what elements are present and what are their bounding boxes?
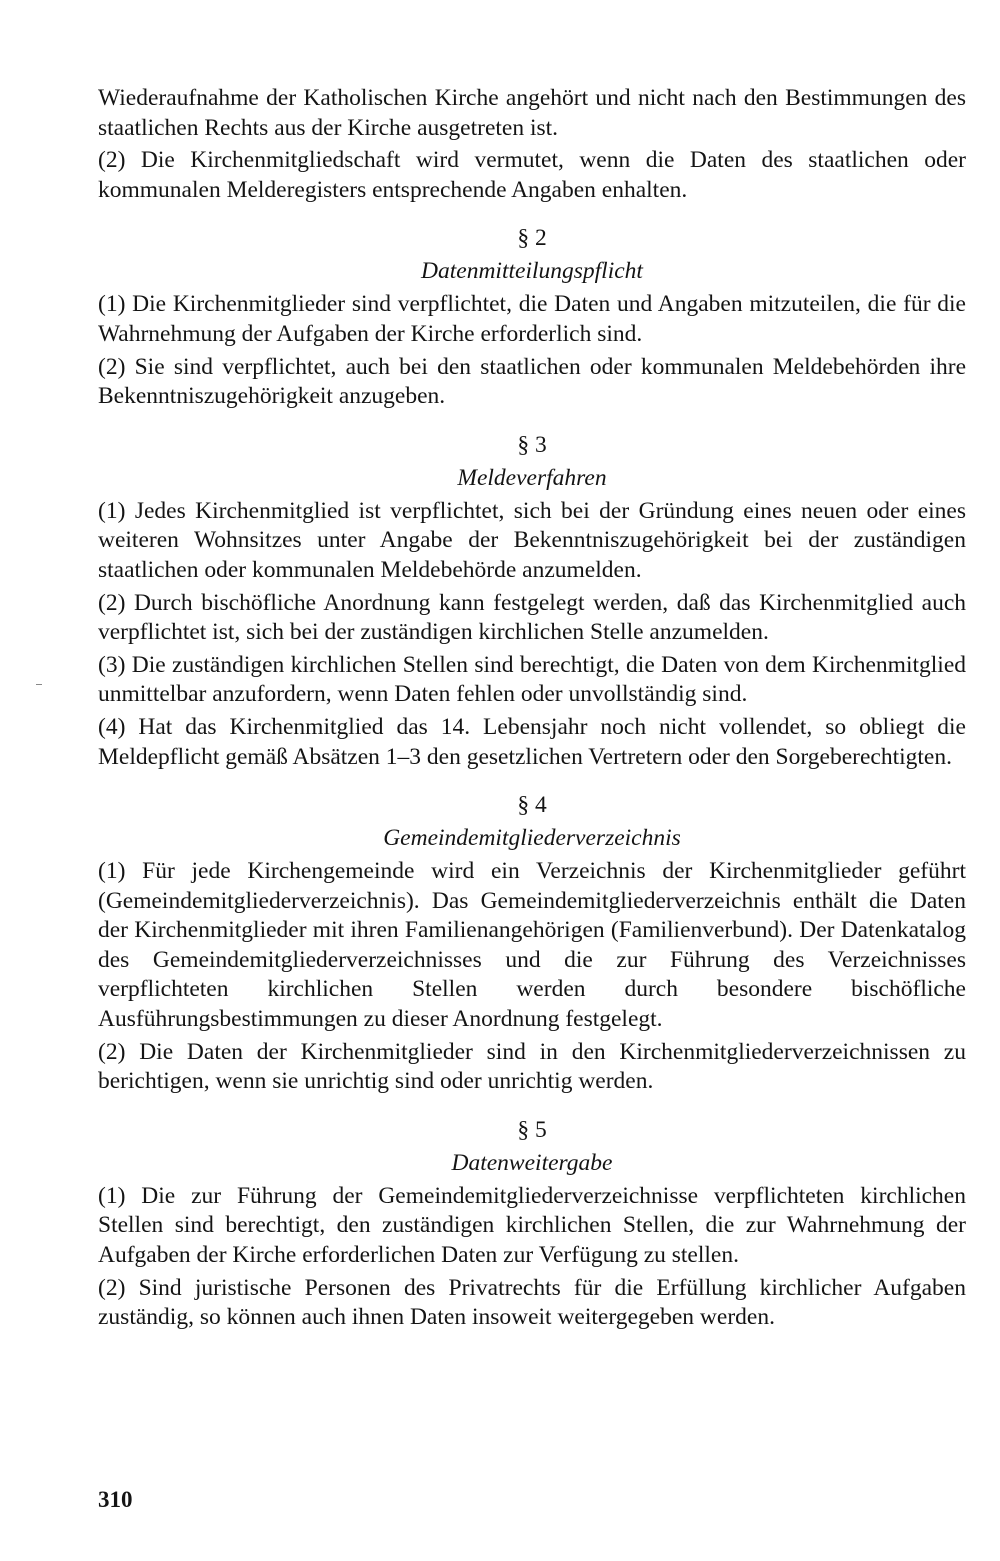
section-paragraph: (2) Sind juristische Personen des Privatrechts für die Erfüllung kirchlicher Aufgaben zuständig, so können auch ihnen Daten insoweit weitergegeben werden. bbox=[98, 1274, 966, 1331]
section-number: § 5 bbox=[517, 1116, 547, 1143]
intro-paragraph-1: Wiederaufnahme der Katholischen Kirche angehört und nicht nach den Bestimmungen des staatlichen Rechts aus der Kirche ausgetreten ist. bbox=[98, 85, 966, 141]
section-paragraph: (3) Die zuständigen kirchlichen Stellen sind berechtigt, die Daten von dem Kirchenmitglied unmittelbar anzufordern, wenn Daten fehlen oder unvollständig sind. bbox=[98, 651, 966, 708]
section-paragraph: (1) Die Kirchenmitglieder sind verpflichtet, die Daten und Angaben mitzuteilen, die für die Wahrnehmung der Aufgaben der Kirche erforderlich sind. bbox=[98, 291, 966, 347]
section-paragraph: (1) Für jede Kirchengemeinde wird ein Verzeichnis der Kirchenmitglieder geführt (Gemeindemitgliederverzeichnis). Das Gemeindemitgliederverzeichnis enthält die Daten der Kirchenmitglieder mit ihren Familienangehörigen (Familienverbund). Der Datenkatalog des Gemeindemitgliederverzeichnisses und die zur Führung des Verzeichnisses verpflichteten kirchlichen Stellen werden durch besondere bischöfliche Ausführungsbestimmungen zu dieser Anordnung festgelegt. bbox=[98, 858, 966, 1033]
section-5 bbox=[98, 1115, 966, 1333]
section-paragraph: (1) Jedes Kirchenmitglied ist verpflichtet, sich bei der Gründung eines neuen oder eines weiteren Wohnsitzes unter Angabe der Bekenntniszugehörigkeit bei der zuständigen staatlichen oder kommunalen Meldebehörde anzumelden. bbox=[98, 497, 966, 583]
section-3 bbox=[98, 430, 966, 772]
section-title: Datenweitergabe bbox=[451, 1149, 613, 1176]
section-paragraph: (4) Hat das Kirchenmitglied das 14. Lebensjahr noch nicht vollendet, so obliegt die Meldepflicht gemäß Absätzen 1–3 den gesetzlichen Vertretern oder den Sorgeberechtigten. bbox=[98, 713, 966, 770]
section-number: § 2 bbox=[517, 225, 547, 252]
margin-mark bbox=[36, 684, 42, 685]
section-title: Gemeindemitgliederverzeichnis bbox=[383, 825, 681, 852]
document-page bbox=[98, 84, 966, 1336]
section-paragraph: (2) Die Daten der Kirchenmitglieder sind in den Kirchenmitgliederverzeichnissen zu berichtigen, wenn sie unrichtig sind oder unrichtig werden. bbox=[98, 1038, 966, 1095]
intro-block bbox=[98, 84, 966, 205]
section-number: § 3 bbox=[517, 431, 547, 458]
section-title: Datenmitteilungspflicht bbox=[421, 258, 643, 285]
section-paragraph: (2) Durch bischöfliche Anordnung kann festgelegt werden, daß das Kirchenmitglied auch verpflichtet ist, sich bei der zuständigen kirchlichen Stelle anzumelden. bbox=[98, 589, 966, 646]
section-title: Meldeverfahren bbox=[457, 464, 607, 491]
section-paragraph: (1) Die zur Führung der Gemeindemitgliederverzeichnisse verpflichteten kirchlichen Stellen sind berechtigt, den zuständigen kirchlichen Stellen, die zur Wahrnehmung der Aufgaben der Kirche erforderlichen Daten zur Verfügung zu stellen. bbox=[98, 1182, 966, 1269]
section-number: § 4 bbox=[517, 792, 547, 819]
section-2 bbox=[98, 223, 966, 411]
intro-paragraph-2: (2) Die Kirchenmitgliedschaft wird vermutet, wenn die Daten des staatlichen oder kommunalen Melderegisters entsprechende Angaben enhalten. bbox=[98, 147, 966, 203]
section-4 bbox=[98, 790, 966, 1097]
section-paragraph: (2) Sie sind verpflichtet, auch bei den staatlichen oder kommunalen Meldebehörden ihre Bekenntniszugehörigkeit anzugeben. bbox=[98, 353, 966, 410]
page-number: 310 bbox=[98, 1487, 133, 1512]
